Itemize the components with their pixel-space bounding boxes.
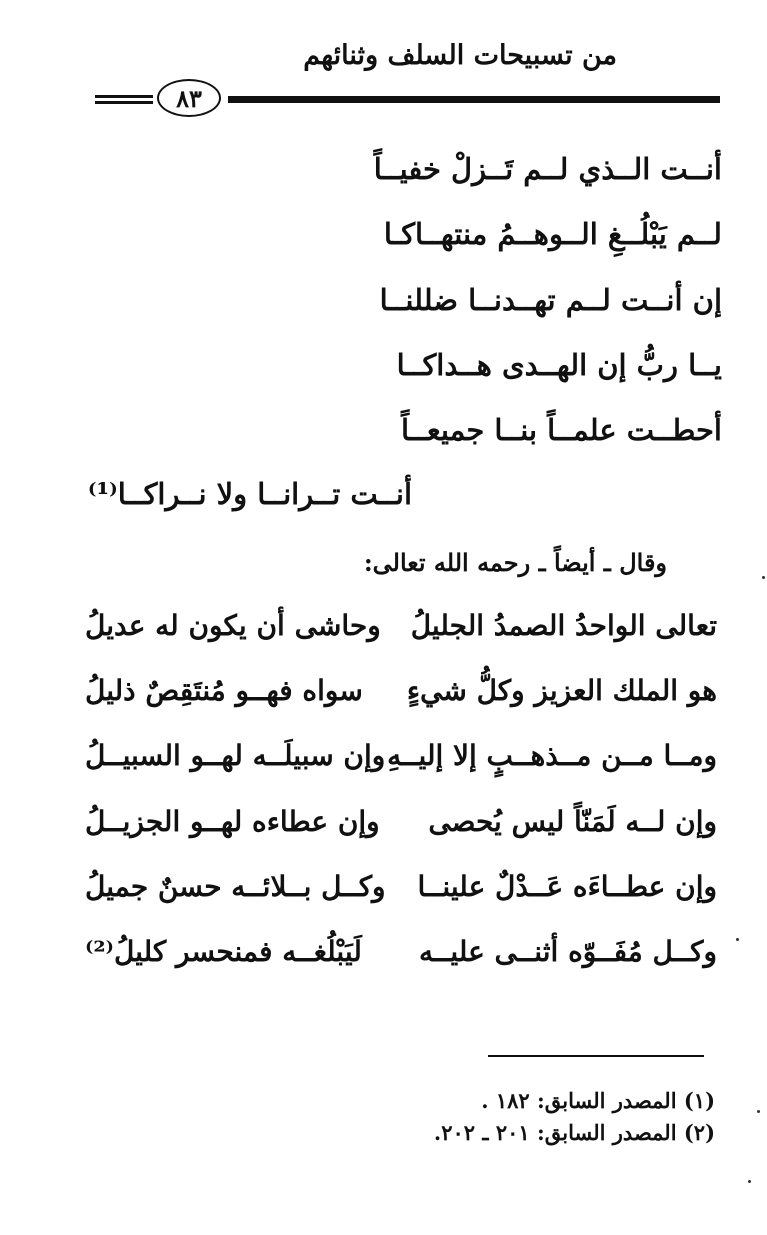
intro-line: وقال ـ أيضاً ـ رحمه الله تعالى: — [363, 548, 667, 577]
footnote: (١) المصدر السابق: ١٨٢ . — [481, 1088, 715, 1113]
scan-speck — [736, 938, 739, 941]
poem-two-second-hemistich: وكــل بــلائــه حسنٌ جميلُ — [85, 870, 386, 903]
poem-one-verse: لــم يَبْلُــغِ الــوهــمُ منتهــاكـا — [383, 217, 722, 251]
poem-two-first-hemistich: وإن لــه لَمَنّاً ليس يُحصى — [428, 805, 717, 838]
poem-two-first-hemistich: هو الملك العزيز وكلُّ شيءٍ — [406, 674, 717, 707]
poem-two-second-hemistich: سواه فهــو مُنتَقِصٌ ذليلُ — [85, 674, 363, 707]
poem-two-first-hemistich: وكــل مُفَــوّه أثنــى عليــه — [418, 935, 717, 968]
poem-one-verse: يــا ربُّ إن الهــدى هــداكــا — [396, 348, 722, 382]
poem-two-second-hemistich: وحاشى أن يكون له عديلُ — [85, 609, 381, 642]
page-number — [157, 79, 221, 117]
poem-two-second-hemistich: وإن سبيلَــه لهــو السبيــلُ — [85, 739, 386, 772]
page-number-text: ٨٣ — [176, 83, 202, 113]
footnote: (٢) المصدر السابق: ٢٠١ ـ ٢٠٢. — [433, 1120, 715, 1145]
poem-two-first-hemistich: ومــا مــن مــذهــبٍ إلا إليــهِ — [387, 739, 717, 772]
running-title: من تسبيحات السلف وثنائهم — [303, 40, 617, 71]
poem-one-verse: أنــت تــرانــا ولا نــراكــا⁽¹⁾ — [87, 477, 412, 511]
footnote-separator — [488, 1055, 704, 1057]
scan-speck — [757, 1110, 760, 1113]
poem-one-verse: أنــت الــذي لــم تَــزلْ خفيــاً — [373, 152, 722, 186]
header-rule — [228, 96, 720, 103]
poem-one-verse: أحطــت علمــاً بنــا جميعــاً — [401, 413, 722, 447]
poem-two-second-hemistich: وإن عطاءه لهــو الجزيــلُ — [85, 805, 380, 838]
poem-one-verse: إن أنــت لــم تهــدنــا ضللنــا — [379, 283, 722, 317]
scan-speck — [762, 576, 765, 579]
header-rule-double — [95, 95, 153, 104]
poem-two-second-hemistich: لَيَبْلُغــه فمنحسر كليلُ⁽²⁾ — [85, 935, 362, 968]
poem-two-first-hemistich: تعالى الواحدُ الصمدُ الجليلُ — [410, 609, 717, 642]
scan-speck — [748, 1180, 751, 1183]
poem-two-first-hemistich: وإن عطــاءَه عَــدْلٌ علينــا — [417, 870, 717, 903]
